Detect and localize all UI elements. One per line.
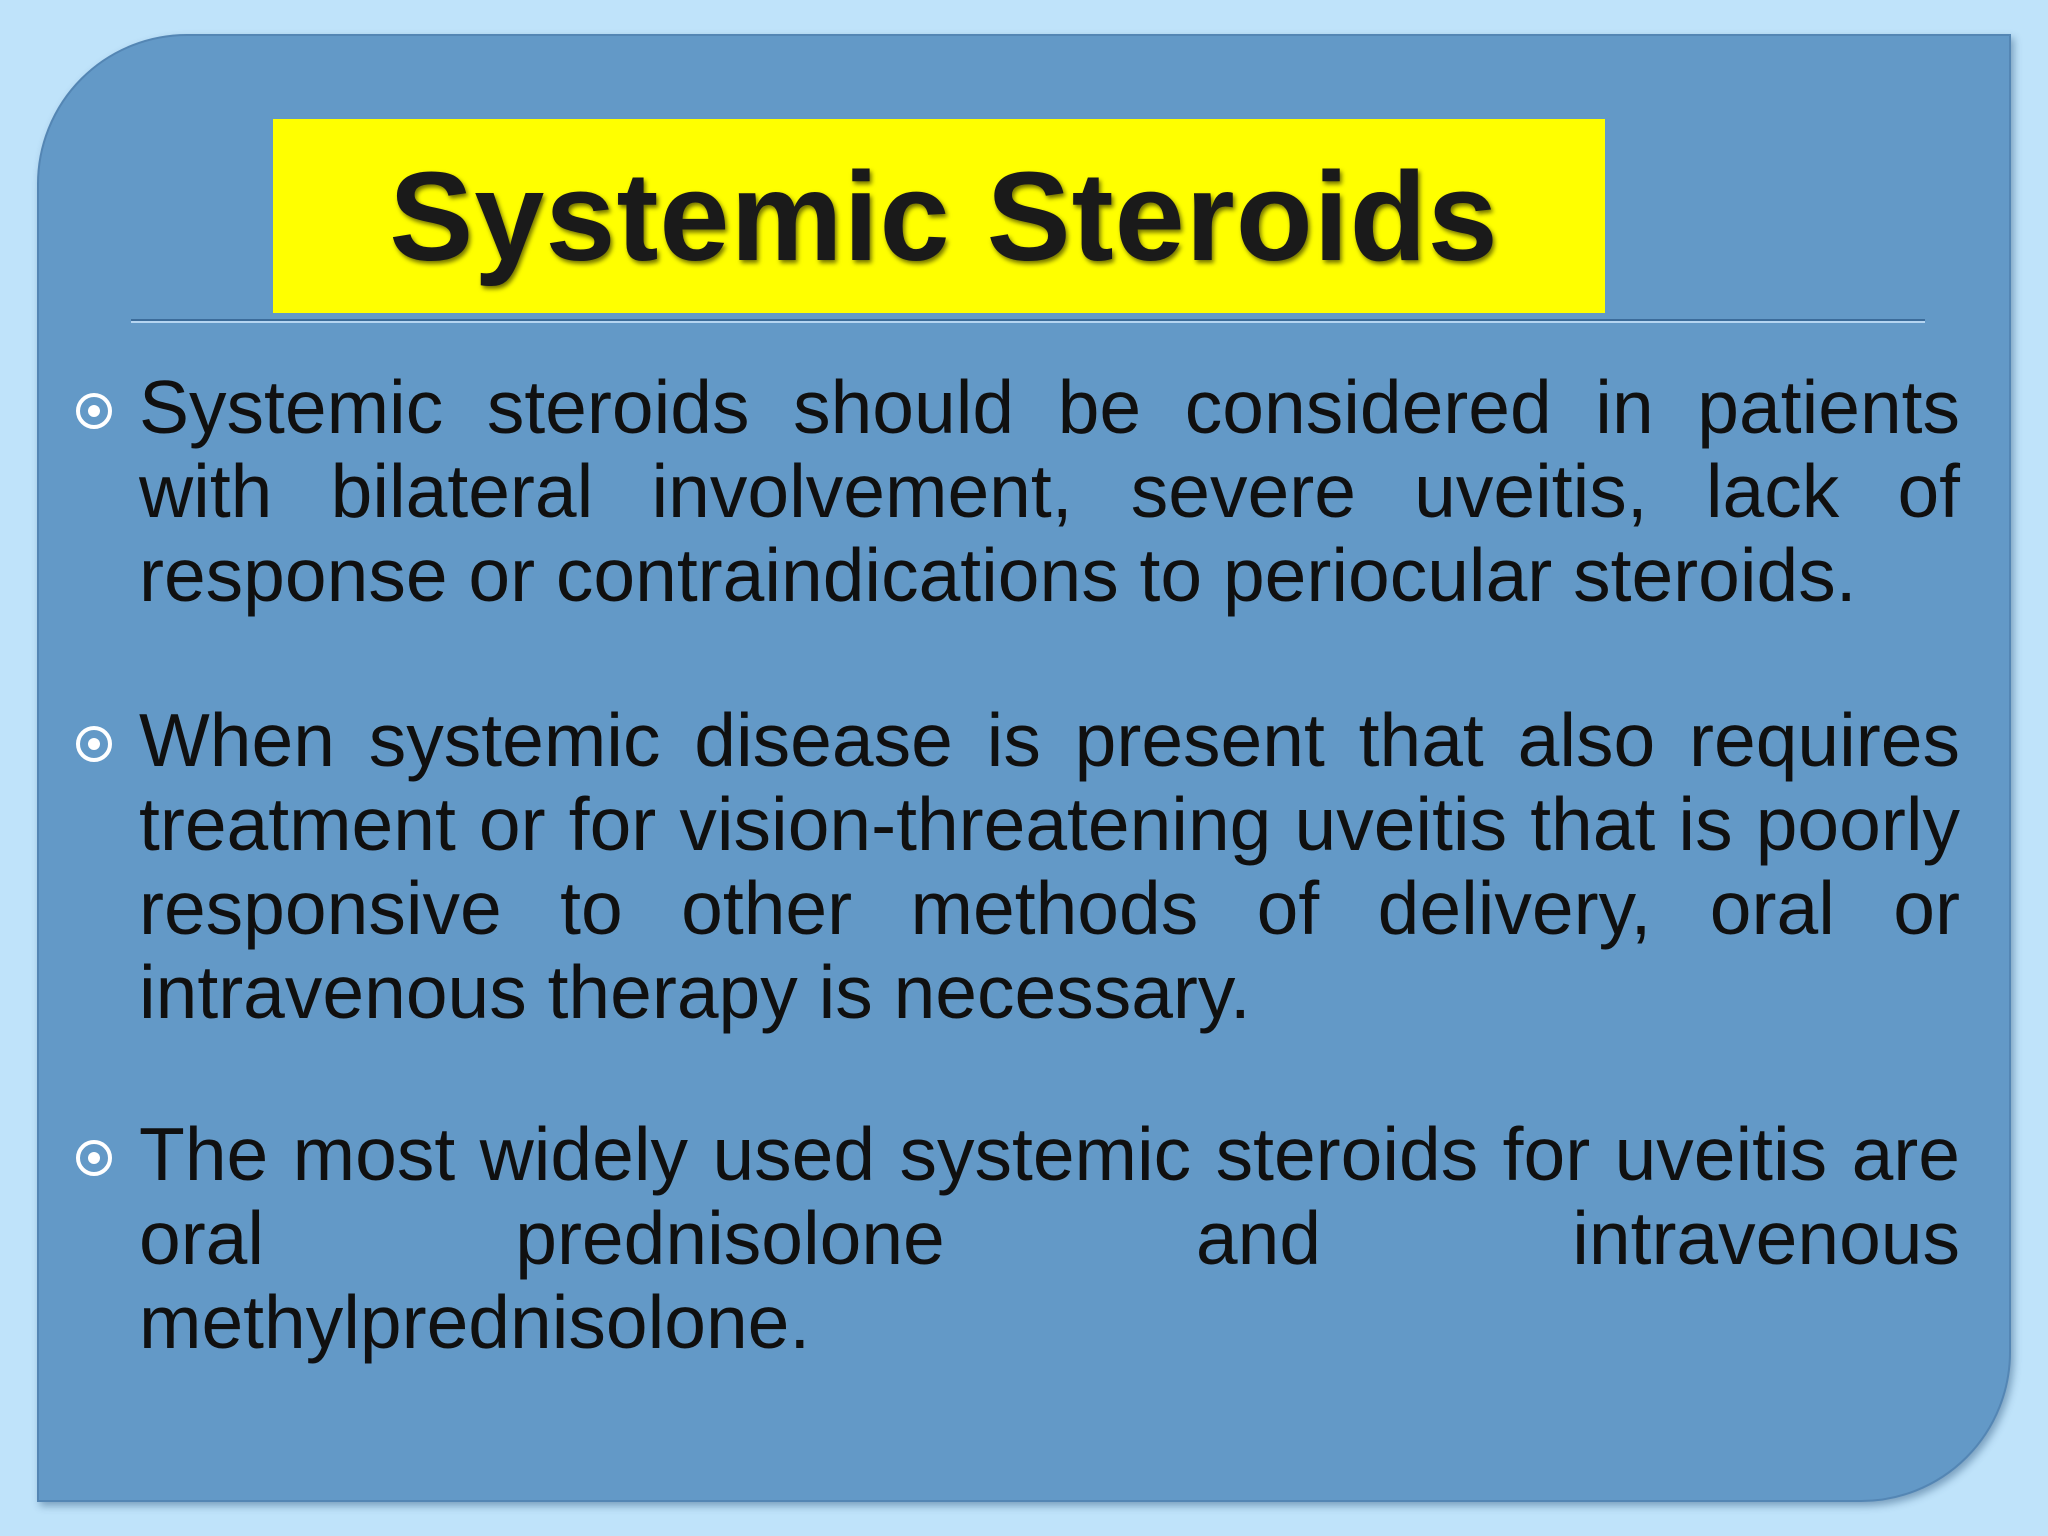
bullet-text: The most widely used systemic steroids for uveitis are oral prednisolone and intravenous methylprednisolone. <box>139 1112 1960 1364</box>
bullet-text: Systemic steroids should be considered in patients with bilateral involvement, severe uveitis, lack of response or contraindications to periocular steroids. <box>139 365 1960 617</box>
circle-dot-bullet-icon <box>76 726 112 762</box>
title-highlight <box>273 119 1605 313</box>
title-divider <box>131 319 1925 321</box>
bullet-text: When systemic disease is present that also requires treatment or for vision-threatening uveitis that is poorly responsive to other methods of delivery, oral or intravenous therapy is necessary. <box>139 698 1960 1034</box>
circle-dot-bullet-icon <box>76 1140 112 1176</box>
circle-dot-bullet-icon <box>76 393 112 429</box>
slide-title: Systemic Steroids <box>389 145 1499 287</box>
